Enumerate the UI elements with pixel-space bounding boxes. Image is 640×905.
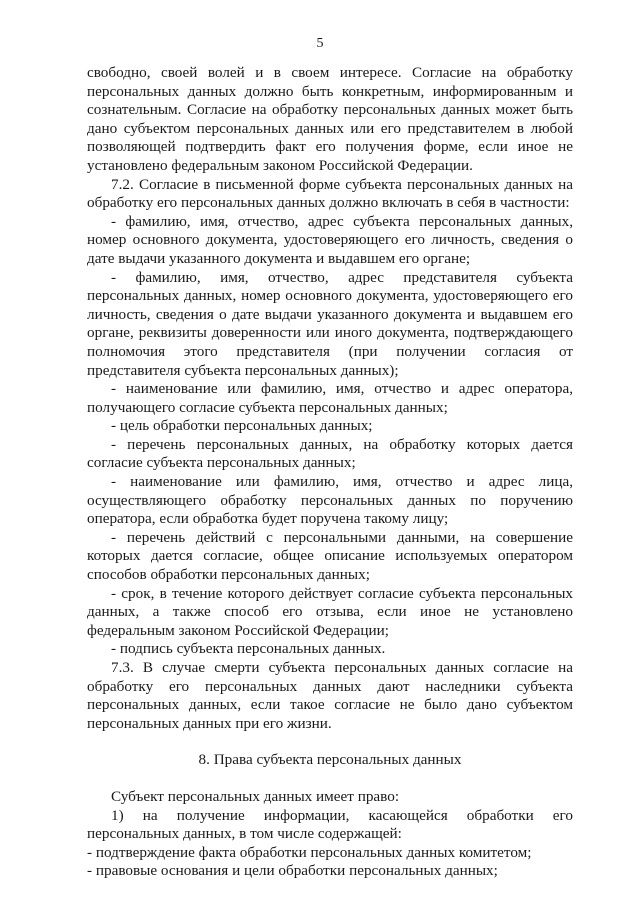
list-item: - фамилию, имя, отчество, адрес субъекта персональных данных, номер основного документа, удостоверяющего его личность, сведения о дате выдачи указанного документа и выдавшем его органе; — [87, 212, 573, 267]
list-item: - цель обработки персональных данных; — [111, 417, 373, 435]
paragraph-right-1: 1) на получение информации, касающейся обработки его персональных данных, в том числе содержащей: — [87, 806, 573, 843]
list-item: - подтверждение факта обработки персональных данных комитетом; — [87, 843, 532, 861]
list-item: - правовые основания и цели обработки персональных данных; — [87, 862, 498, 880]
list-item: - срок, в течение которого действует согласие субъекта персональных данных, а также способ его отзыва, если иное не установлено федеральным законом Российской Федерации; — [87, 584, 573, 639]
list-item: - наименование или фамилию, имя, отчество и адрес лица, осуществляющего обработку персональных данных по поручению оператора, если обработка будет поручена такому лицу; — [87, 473, 573, 528]
list-item: - наименование или фамилию, имя, отчество и адрес оператора, получающего согласие субъекта персональных данных; — [87, 380, 573, 416]
document-body — [87, 64, 573, 881]
paragraph-consent-conditions: свободно, своей волей и в своем интересе. Согласие на обработку персональных данных должно быть конкретным, информированным и сознательным. Согласие на обработку персональных данных может быть дано субъектом персональных данных или его представителем в любой позволяющей подтвердить факт его получения форме, если иное не установлено федеральным законом Российской Федерации. — [87, 64, 573, 174]
list-item: - подпись субъекта персональных данных. — [111, 640, 386, 658]
paragraph-rights-intro: Субъект персональных данных имеет право: — [111, 787, 400, 805]
paragraph-7-2: 7.2. Согласие в письменной форме субъекта персональных данных на обработку его персональных данных должно включать в себя в частности: — [87, 175, 573, 212]
list-item: - перечень действий с персональными данными, на совершение которых дается согласие, общее описание используемых оператором способов обработки персональных данных; — [87, 528, 573, 584]
list-item: - фамилию, имя, отчество, адрес представителя субъекта персональных данных, номер основного документа, удостоверяющего его личность, сведения о дате выдачи указанного документа и выдавшем его органе, реквизиты доверенности или иного документа, подтверждающего полномочия этого представителя (при получении согласия от представителя субъекта персональных данных); — [87, 268, 573, 379]
list-item: - перечень персональных данных, на обработку которых дается согласие субъекта персональных данных; — [87, 435, 573, 472]
page-number: 5 — [316, 36, 324, 51]
section-heading: 8. Права субъекта персональных данных — [198, 751, 462, 769]
paragraph-7-3: 7.3. В случае смерти субъекта персональных данных согласие на обработку его персональных данных дают наследники субъекта персональных данных, если такое согласие не было дано субъектом персональных данных при его жизни. — [87, 659, 573, 732]
